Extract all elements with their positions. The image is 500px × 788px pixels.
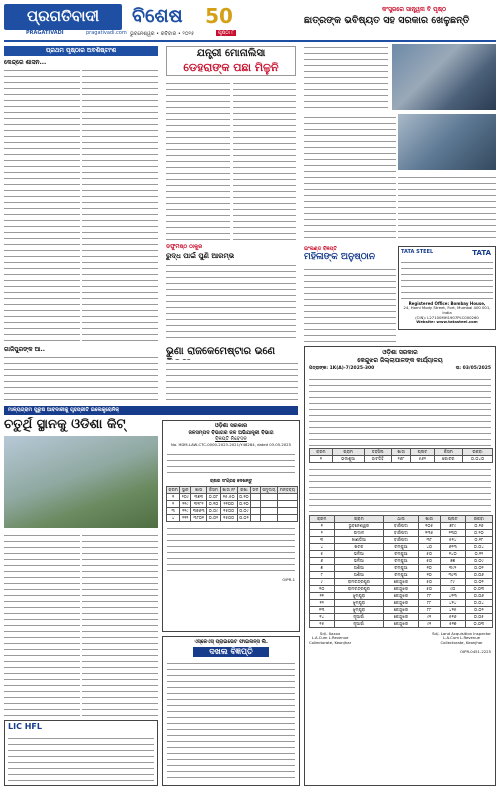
keonjhar-table1-header-cell: ଗ୍ରାମ: [332, 448, 364, 455]
tender-table-header-cell: ସମୁଦାୟ: [260, 486, 277, 493]
tender-table-cell: ୧୫୦୦: [220, 507, 237, 514]
keonjhar-table2-cell: ୫୧୬: [440, 613, 465, 620]
tender-table-cell: [251, 500, 261, 507]
tata-cin: (CIN): L27100MH1907PLC000260: [415, 314, 479, 320]
keonjhar-table2-cell: ୧୦: [310, 585, 335, 592]
mid-headline: ଭୁଣା ରାଜକେମେଷ୍ଟାର ଭଣେ: [166, 346, 276, 357]
keonjhar-table2-cell: ୮: [310, 571, 335, 578]
speaker-photo: [398, 114, 496, 170]
keonjhar-table2-cell: କେନ୍ଦୁଝର: [384, 599, 418, 606]
keonjhar-table2-cell: ଚମ୍ପୁଆ: [384, 550, 418, 557]
left-story2-head: ଗାଜିପୁରଙ୍କ ଆ..: [4, 346, 46, 353]
keonjhar-table2-cell: ବାରିପଦା: [384, 529, 418, 536]
tata-steel-ad: [398, 246, 496, 330]
keonjhar-table2-row: [310, 536, 493, 543]
tender-no: No. HDM-LAW-CTC-0000-2023-2021/Y48284, dated 03.05.2025: [170, 442, 291, 448]
keonjhar-table2-cell: ୪: [310, 543, 335, 550]
keonjhar-table2-cell: ଝୁମ୍ପୁରା: [334, 592, 384, 599]
keonjhar-table2-cell: ୪୧୫: [440, 606, 465, 613]
tender-table-cell: ୨୧୨: [180, 514, 191, 521]
mona-lisa-body-col1: [166, 80, 230, 240]
tender-table-cell: ୦.୦୯: [207, 507, 221, 514]
keonjhar-table2-cell: କେନ୍ଦୁଝର: [384, 620, 418, 627]
tender-table-cell: ୨୦୯: [181, 494, 189, 500]
keonjhar-table2-cell: ବାରିପଦା: [384, 522, 418, 529]
keonjhar-table2-cell: ୨: [310, 529, 335, 536]
tender-title: ଓଡ଼ିଶା ସରକାର: [214, 423, 248, 429]
protest-photo: [392, 44, 496, 110]
keonjhar-table2-header-cell: ଥାନା: [384, 515, 418, 522]
tender-table-cell: [260, 493, 277, 500]
keonjhar-table1-header-cell: କିସମ: [434, 448, 463, 455]
bottom-center-body: [167, 660, 295, 780]
keonjhar-table2-cell: ୩୯୩: [440, 571, 465, 578]
tender-table-cell: [278, 507, 298, 514]
keonjhar-table2-cell: ରାମଚନ୍ଦ୍ରପୁର: [334, 578, 384, 585]
tata-logo: TATA: [472, 249, 491, 257]
keonjhar-signatures: [305, 628, 495, 650]
keonjhar-table2-cell: ୨୩୦: [440, 529, 465, 536]
greenhouse-headline: ଚତୁର୍ଥି ସ୍ଥାନକୁ ଓଡିଶା କିଟ୍: [4, 417, 126, 432]
keonjhar-table2-cell: ୧୩: [310, 606, 335, 613]
site-url: pragativadi.com: [86, 30, 127, 36]
keonjhar-table2-cell: ୩: [310, 536, 335, 543]
keonjhar-table2-cell: ୮୮: [418, 592, 440, 599]
keonjhar-table2-cell: ୦.୦୬: [465, 592, 492, 599]
keonjhar-table2-cell: ୫୦: [418, 585, 440, 592]
keonjhar-table2-cell: ୫୦: [418, 550, 440, 557]
mona-lisa-body-col2: [233, 80, 296, 240]
tender-body2: [167, 525, 295, 575]
tender-table-cell: [278, 514, 298, 521]
tender-table-cell: ୨୨୯: [180, 507, 191, 514]
greenhouse-photo: [4, 436, 158, 528]
tender-table-cell: [251, 514, 261, 521]
tender-table-cell: ୧୫.୫୦: [220, 493, 237, 500]
tata-office-line: 24, Homi Mody Street, Fort, Mumbai 400 001, India: [403, 305, 491, 315]
keonjhar-table2-cell: ନୂଆଗାଁ: [334, 613, 384, 620]
tender-table-cell: ୧: [167, 493, 180, 500]
keonjhar-table2-cell: ୦.୦୫: [465, 613, 492, 620]
top-right-body-col2: [304, 114, 396, 242]
tata-web: Website: www.tatasteel.com: [416, 319, 478, 325]
keonjhar-table1-header-cell: ପ୍ଲଟ: [411, 448, 434, 455]
masthead-rule: [4, 40, 496, 42]
left-story1-body: [4, 67, 80, 341]
keonjhar-table2-cell: ଚମ୍ପୁଆ: [384, 543, 418, 550]
tender-table-header-cell: କ୍ରମ: [168, 487, 178, 493]
tender-table-header-cell: କିସମ: [207, 486, 221, 493]
right-mid-kicker: ଇଂଲଣ୍ଡ ବିଜ୍ଞପ୍ତି: [304, 246, 337, 252]
vidyut-body: [166, 262, 296, 342]
right-mid-headline: ମହିଳାଙ୍କ ଅନୁଷ୍ଠାନ: [304, 252, 376, 262]
left-section-title: ପ୍ରଥମ ପୃଷ୍ଠାର ଅବଶିଷ୍ଟାଂଶ: [45, 47, 117, 54]
keonjhar-table2-cell: ୦.୦୪: [465, 599, 492, 606]
tender-table-row: [167, 507, 298, 514]
keonjhar-table2-header-cell: ରକବା: [465, 515, 492, 522]
keonjhar-table2-row: [310, 529, 493, 536]
keonjhar-table2-cell: ୭୮୯: [440, 522, 465, 529]
keonjhar-table2-cell: ୦.୦୩: [465, 620, 492, 627]
keonjhar-subtitle: କେନ୍ଦୁଝର ଜିଲ୍ଲାପାଳଙ୍କ କାର୍ଯ୍ୟାଳୟ: [357, 356, 443, 364]
keonjhar-table2-cell: ରାମଚନ୍ଦ୍ରପୁର: [334, 585, 384, 592]
keonjhar-table2-cell: ଚମ୍ପୁଆ: [384, 564, 418, 571]
keonjhar-table2-cell: ୮୮: [418, 599, 440, 606]
tender-table-cell: [260, 500, 277, 507]
keonjhar-table2-row: [310, 578, 493, 585]
tender-table-cell: ୦.୦୯: [237, 507, 251, 514]
keonjhar-table2-cell: ୧୧: [310, 592, 335, 599]
keonjhar-table2-cell: ୦.୦୨: [465, 606, 492, 613]
tender-table-cell: ୩୭୩: [191, 493, 207, 500]
tender-table-cell: [251, 507, 261, 514]
keonjhar-table1: [309, 448, 493, 463]
keonjhar-table2-cell: ଚମ୍ପୁଆ: [384, 557, 418, 564]
keonjhar-table2-cell: ୧୪୦: [440, 550, 465, 557]
left-story1-head: କେନ୍ଦ୍ରେ ଶାସନ...: [4, 59, 47, 66]
keonjhar-table2-cell: ଅଶିଆ: [334, 571, 384, 578]
keonjhar-table2-cell: ୦.୦୩: [465, 585, 492, 592]
keonjhar-table2-cell: ୩୮: [418, 536, 440, 543]
keonjhar-table2-cell: ୭୭: [440, 557, 465, 564]
keonjhar-sign-right: Sd/- Land Acquisition Inspector L.A.Cum L.Revenue Collectorate, Keonjhar: [432, 630, 491, 646]
tender-table-cell: ୩୮୦୧: [191, 514, 207, 521]
keonjhar-table2-cell: ୧୦: [418, 564, 440, 571]
bottom-center-subtitle: ଦଖଲ ବିଜ୍ଞପ୍ତି: [193, 647, 269, 657]
tender-table-header-cell: ରଖା: [237, 486, 251, 493]
left-section-bar: [4, 46, 158, 56]
logo-latin: PRAGATIVADI: [26, 30, 64, 36]
date-line: ଭୁବନେଶ୍ୱର • ରବିବାର • ୨୦୨୫: [130, 31, 195, 37]
keonjhar-table2-cell: ୯: [310, 578, 335, 585]
keonjhar-table2-row: [310, 522, 493, 529]
tata-body: [401, 259, 493, 299]
keonjhar-table2-cell: ୧୫: [310, 620, 335, 627]
keonjhar-table2-header-cell: ଖାତା: [418, 515, 440, 522]
keonjhar-table2-cell: ୬୨୩: [440, 543, 465, 550]
keonjhar-table2-cell: ନୂଆଗାଁ: [334, 620, 384, 627]
tender-table-cell: ୦.୦୨: [207, 514, 221, 521]
tender-body: [167, 451, 295, 477]
tender-table-cell: ୩୨୮୨: [191, 500, 207, 507]
keonjhar-table2-header-cell: କ୍ରମ: [310, 515, 335, 522]
greenhouse-kicker: ମାଳ୍ୟଗ୍ରାମ ପୁରୁଷ ଆବଦାରୀକୁ ଗୃହପ୍ରୀତି ଇଲେକ୍ଟ୍ରୋନିକ୍: [8, 407, 120, 413]
keonjhar-table2-cell: ୧: [310, 522, 335, 529]
keonjhar-table2-cell: ୫୦: [418, 557, 440, 564]
keonjhar-table2-cell: ୯୧: [418, 613, 440, 620]
keonjhar-table2-cell: ଖାଣ୍ଡିଆ: [334, 536, 384, 543]
tender-table-cell: [278, 493, 298, 500]
keonjhar-table2-cell: ୧୨: [310, 599, 335, 606]
keonjhar-table2-cell: ୪୧୩: [440, 592, 465, 599]
tender-table-cell: ୦.୦୨: [237, 514, 251, 521]
keonjhar-table2-cell: କେନ୍ଦୁଝର: [384, 585, 418, 592]
keonjhar-table2-cell: ୪୧୪: [440, 599, 465, 606]
keonjhar-table2-cell: ୯୧: [418, 620, 440, 627]
keonjhar-table2-cell: କେନ୍ଦୁଝର: [384, 613, 418, 620]
tender-table-cell: ୨୨୯: [180, 500, 191, 507]
keonjhar-table2-cell: ୧୩୫: [418, 529, 440, 536]
keonjhar-table2-cell: ୯୦: [440, 585, 465, 592]
keonjhar-table2-cell: ୧୦: [418, 571, 440, 578]
keonjhar-table1-cell: ହାଟଡିହି: [364, 455, 391, 462]
page-number: ପୃଷ୍ଠା ୮: [218, 30, 235, 36]
tender-table-title: ଚାଷର ସଂଗ୍ରହ ଦେଖନ୍ତୁ: [209, 479, 253, 485]
keonjhar-date: ତା: 03/05/2025: [455, 366, 491, 371]
keonjhar-table1-header-cell: ରକବା: [463, 448, 493, 455]
keonjhar-title: ଓଡ଼ିଶା ସରକାର: [382, 349, 418, 356]
tender-table-cell: [260, 507, 277, 514]
keonjhar-ref: ପତ୍ରାଙ୍କ: 1K(A)-7/2025-300: [309, 366, 375, 371]
vidyut-headline: ରୁଦ୍ଧ ପାଇଁ ପୁଣି ଆରମ୍ଭ: [166, 252, 235, 260]
keonjhar-table1-header-cell: ତହସିଲ: [364, 448, 391, 455]
keonjhar-table2-cell: ଖଟକ: [334, 543, 384, 550]
tender-table-cell: ୦.୧୦: [239, 494, 249, 500]
tender-table-row: [167, 514, 298, 521]
top-right-body-col3: [398, 174, 496, 242]
tender-table-cell: ୩୭୬୩: [191, 507, 207, 514]
keonjhar-table2-cell: ୦.୧୨: [465, 550, 492, 557]
keonjhar-table1-cell: ୧: [310, 455, 333, 462]
keonjhar-table2-cell: କେନ୍ଦୁଝର: [384, 592, 418, 599]
lic-body: [8, 735, 154, 783]
keonjhar-table1-cell: ଗୋଚର: [434, 455, 463, 462]
lic-hfl-notice: [4, 720, 158, 786]
tender-table-header-cell: ମନ୍ତବ୍ୟ: [278, 486, 298, 493]
keonjhar-table2-cell: ୫୦: [418, 578, 440, 585]
keonjhar-table2-row: [310, 564, 493, 571]
top-right-body-col1: [304, 44, 388, 110]
keonjhar-table2-cell: ୧୦୫: [418, 522, 440, 529]
keonjhar-table2-row: [310, 592, 493, 599]
keonjhar-footer-code: OIPR-0451-2225: [460, 648, 491, 654]
bottom-center-title: ଏସ୍‌କେଏସ୍‌ ପ୍ରାଇଭେଟ ଫାଇନାନ୍ସ ଲି.: [194, 639, 268, 645]
keonjhar-table2-cell: ଭୁବନେଶ୍ୱର: [334, 522, 384, 529]
tender-table-cell: ୪: [167, 514, 180, 521]
top-right-headline: ଛାତ୍ରଙ୍କ ଭବିଷ୍ୟତ ସହ ସରକାର ଖେଳୁଛନ୍ତି: [304, 15, 470, 26]
keonjhar-table2-row: [310, 599, 493, 606]
tata-brand: TATA STEEL: [401, 249, 434, 255]
tender-table-cell: ୦.୦୮: [208, 494, 219, 500]
left-story1-body-col2: [82, 67, 158, 341]
keonjhar-table2-row: [310, 557, 493, 564]
left-story2-body: [4, 354, 158, 400]
top-right-kicker: କଂସ୍ତ୍ରରେ ସାନ୍ତ୍ୱନା ବି ପୃଷ୍ଠ: [381, 6, 447, 13]
keonjhar-table2-cell: ୫୧୪: [440, 536, 465, 543]
tender-table-cell: ୧୫୦୦: [220, 514, 237, 521]
keonjhar-table2-cell: ଚମ୍ପୁଆ: [384, 571, 418, 578]
keonjhar-table2-cell: ୦.୦୧: [465, 564, 492, 571]
greenhouse-body-col2: [82, 532, 158, 716]
tender-table-header-cell: ଖାତା ନଂ: [220, 486, 237, 493]
keonjhar-table2-cell: ୫: [310, 550, 335, 557]
keonjhar-table2-cell: ୫୧୭: [440, 620, 465, 627]
keonjhar-notice: [304, 346, 496, 786]
keonjhar-table2-row: [310, 620, 493, 627]
mona-lisa-headline: ଡେହରାଙ୍କ ପଛା ମିଳୁନି: [183, 61, 279, 74]
tender-table-cell: ୦.୧୦: [208, 501, 219, 507]
keonjhar-table2-cell: ଭଳିଆ: [334, 550, 384, 557]
keonjhar-table2-cell: ୦.୧୬: [465, 522, 492, 529]
keonjhar-table2-cell: ଅଶିଆ: [334, 564, 384, 571]
keonjhar-table1-header-cell: ଖାତା: [391, 448, 410, 455]
greenhouse-body-col1: [4, 532, 80, 716]
tender-table-cell: ୨୧୦୦: [220, 500, 237, 507]
keonjhar-table2-cell: କେନ୍ଦୁଝର: [384, 606, 418, 613]
anniversary-number: 50: [205, 4, 233, 28]
tender-table-row: [167, 500, 298, 507]
keonjhar-table2-cell: ଉଦାଳ: [334, 529, 384, 536]
tender-subtitle: ଜଳସମ୍ପଦ ବିଭାଗର ଜଳ ଅଭିଯାନ୍ତ୍ରୀ ବିଭାଗ: [188, 429, 274, 436]
tender-table-header-cell: ଖାତା: [191, 486, 207, 493]
keonjhar-table2-header-cell: ପ୍ଲଟ: [440, 515, 465, 522]
center-tender: [162, 420, 300, 632]
tender-table-cell: [278, 500, 298, 507]
tender-table: [166, 486, 298, 522]
keonjhar-table1-cell: ୦.୦୪୦: [463, 455, 493, 462]
greenhouse-kicker-bar: [4, 406, 298, 415]
keonjhar-table2-row: [310, 550, 493, 557]
section-title: ବିଶେଷ: [132, 5, 183, 27]
keonjhar-table2-row: [310, 606, 493, 613]
keonjhar-table2-row: [310, 585, 493, 592]
mid-body: [166, 360, 298, 404]
keonjhar-table1-cell: ୫୬୨: [411, 455, 434, 462]
keonjhar-table2-row: [310, 613, 493, 620]
mona-lisa-kicker-box: [166, 46, 296, 76]
logo-text: ପ୍ରଗତିବାଦୀ: [26, 7, 100, 25]
keonjhar-table2-cell: କେନ୍ଦୁଝର: [384, 578, 418, 585]
tata-office-title: Registered Office: Bombay House,: [408, 301, 486, 307]
masthead-logo: [4, 4, 122, 30]
keonjhar-table2-cell: ୦.୨୦: [465, 529, 492, 536]
tender-table-header-cell: ଜଳ: [252, 487, 259, 493]
keonjhar-table1-cell: ଭଲଶୁଆ: [332, 455, 364, 462]
keonjhar-table2-cell: ୧୪: [310, 613, 335, 620]
keonjhar-table1-cell: ୨୬୮: [391, 455, 410, 462]
keonjhar-table2-row: [310, 571, 493, 578]
keonjhar-table2-cell: ଭଳିଆ: [334, 557, 384, 564]
keonjhar-sign-left: Sd/- Xaxxx L.A.Cum L.Revenue Collectorate, Keonjhar: [309, 630, 352, 646]
keonjhar-body2: [309, 466, 491, 512]
mona-lisa-kicker: ଯନ୍ତ୍ରୀ ମୋନାଲିସା: [196, 48, 266, 59]
keonjhar-table2-cell: ୮୯: [440, 578, 465, 585]
bottom-center-notice: [162, 636, 300, 786]
keonjhar-table2: [309, 515, 493, 628]
tender-table-cell: [260, 514, 277, 521]
keonjhar-table2-row: [310, 543, 493, 550]
keonjhar-table2-header-cell: ଗ୍ରାମ: [334, 515, 384, 522]
anniversary-badge: [200, 4, 238, 30]
keonjhar-table2-cell: ୦.୦୬: [465, 571, 492, 578]
keonjhar-table2-cell: ୮୮: [418, 606, 440, 613]
keonjhar-table1-header-cell: କ୍ରମ: [310, 448, 333, 455]
keonjhar-table2-cell: ଝୁମ୍ପୁରା: [334, 606, 384, 613]
right-mid-body: [304, 266, 396, 342]
tender-table-row: [167, 493, 298, 500]
keonjhar-body1: [309, 376, 491, 446]
keonjhar-table2-cell: ୭: [310, 564, 335, 571]
vidyut-kicker: ଡିଫୁମିଷ୍ଠ ଠାକୁର: [166, 244, 203, 250]
keonjhar-table2-cell: ୦.୦୧: [465, 578, 492, 585]
keonjhar-table2-cell: ୦.୦୪: [465, 543, 492, 550]
keonjhar-table2-cell: ବାରିପଦା: [384, 536, 418, 543]
tender-table-header-cell: ସ୍ଥାନ: [180, 486, 191, 493]
tender-footer-code: OIPR-1: [282, 576, 295, 582]
keonjhar-table2-cell: ୪୦: [418, 543, 440, 550]
tender-table-cell: [251, 493, 261, 500]
keonjhar-table2-cell: ୩୯୨: [440, 564, 465, 571]
keonjhar-table2-cell: ୦.୧୮: [465, 536, 492, 543]
lic-logo: LIC HFL: [8, 722, 42, 731]
tender-notice: ବିଜ୍ଞପ୍ତି ନିବେଦନ: [215, 436, 247, 443]
keonjhar-table2-cell: ଝୁମ୍ପୁରା: [334, 599, 384, 606]
keonjhar-table2-cell: ୬: [310, 557, 335, 564]
tender-table-cell: ୩: [167, 507, 180, 514]
keonjhar-table2-cell: ୦.୦୯: [465, 557, 492, 564]
tender-table-cell: ୦.୧୦: [239, 501, 249, 507]
keonjhar-refline: [305, 364, 495, 374]
tender-table-cell: ୨: [167, 500, 180, 507]
